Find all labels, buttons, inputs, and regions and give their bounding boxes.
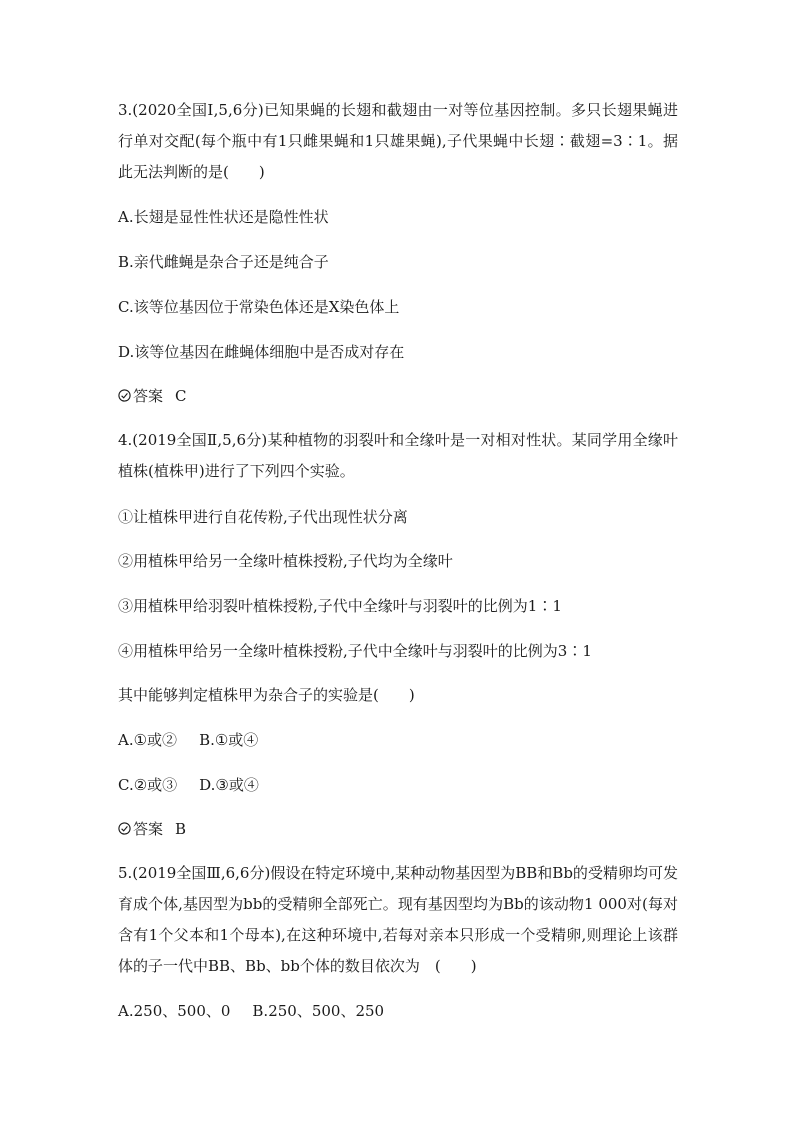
question-3-option-d: D.该等位基因在雌蝇体细胞中是否成对存在 (118, 343, 405, 361)
answer-check-icon (118, 822, 131, 835)
question-5-option-a: A.250、500、0 (118, 1002, 231, 1020)
question-5-stem: 5.(2019全国Ⅲ,6,6分)假设在特定环境中,某种动物基因型为BB和Bb的受精卵均可发育成个体,基因型为bb的受精卵全部死亡。现有基因型均为Bb的该动物1 000对(每对含有1个父本和1个母本),在这种环境中,若每对亲本只形成一个受精卵,则理论上该群体的子一代中BB、Bb、bb个体的数目依次为 ( ) (118, 864, 678, 975)
question-4-option-c: C.②或③ (118, 776, 178, 794)
question-4-options-row-2 (118, 775, 259, 795)
question-3-option-b: B.亲代雌蝇是杂合子还是纯合子 (118, 253, 329, 271)
question-3-option-a: A.长翅是显性性状还是隐性性状 (118, 208, 329, 226)
question-4-answer (118, 819, 186, 839)
answer-check-icon (118, 389, 131, 402)
question-4-option-a: A.①或② (118, 731, 178, 749)
answer-value: B (175, 820, 187, 838)
question-4-experiment-3: ③用植株甲给羽裂叶植株授粉,子代中全缘叶与羽裂叶的比例为1∶1 (118, 597, 562, 615)
question-4-experiment-4: ④用植株甲给另一全缘叶植株授粉,子代中全缘叶与羽裂叶的比例为3∶1 (118, 642, 592, 660)
question-4-option-d: D.③或④ (199, 776, 259, 794)
question-5-option-b: B.250、500、250 (252, 1002, 385, 1020)
question-3-stem: 3.(2020全国Ⅰ,5,6分)已知果蝇的长翅和截翅由一对等位基因控制。多只长翅果蝇进行单对交配(每个瓶中有1只雌果蝇和1只雄果蝇),子代果蝇中长翅∶截翅=3∶1。据此无法判断的是( ) (118, 101, 678, 181)
question-4-options-row-1 (118, 730, 258, 750)
question-5-options-row-1 (118, 1001, 384, 1021)
question-4-question: 其中能够判定植株甲为杂合子的实验是( ) (118, 686, 415, 704)
answer-value: C (175, 387, 187, 405)
question-3-answer (118, 386, 187, 406)
answer-label: 答案 (133, 820, 164, 838)
question-4-experiment-1: ①让植株甲进行自花传粉,子代出现性状分离 (118, 508, 408, 526)
question-4-option-b: B.①或④ (199, 731, 259, 749)
question-4-experiment-2: ②用植株甲给另一全缘叶植株授粉,子代均为全缘叶 (118, 552, 453, 570)
answer-label: 答案 (133, 387, 164, 405)
question-4-stem: 4.(2019全国Ⅱ,5,6分)某种植物的羽裂叶和全缘叶是一对相对性状。某同学用全缘叶植株(植株甲)进行了下列四个实验。 (118, 431, 678, 480)
question-3-option-c: C.该等位基因位于常染色体还是X染色体上 (118, 298, 400, 316)
